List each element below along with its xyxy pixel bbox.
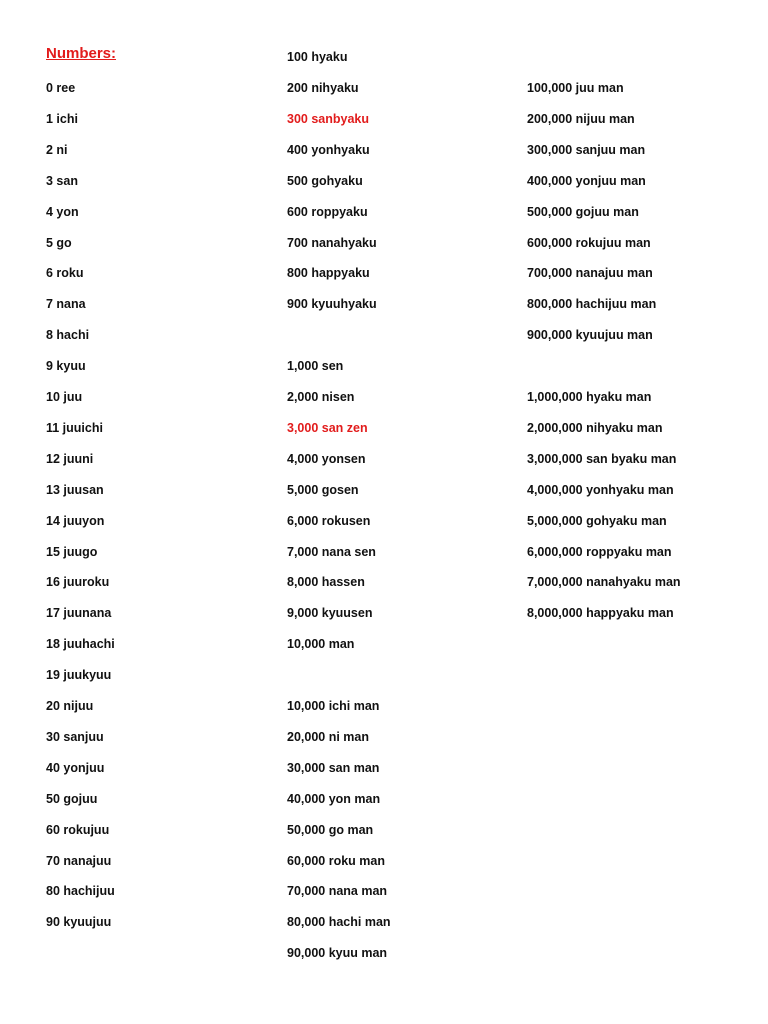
number-entry: 40 yonjuu [46, 760, 105, 775]
number-entry: 4,000 yonsen [287, 451, 366, 466]
number-entry: 7 nana [46, 297, 86, 312]
number-entry: 19 juukyuu [46, 668, 112, 683]
number-entry: 900 kyuuhyaku [287, 297, 377, 312]
number-entry: 90 kyuujuu [46, 915, 112, 930]
number-entry: 400,000 yonjuu man [527, 173, 646, 188]
number-entry: 300 sanbyaku [287, 111, 369, 126]
number-entry: 5,000 gosen [287, 482, 359, 497]
number-entry: 100,000 juu man [527, 81, 624, 95]
number-entry: 50 gojuu [46, 791, 98, 806]
number-entry: 900,000 kyuujuu man [527, 328, 653, 343]
number-entry: 17 juunana [46, 606, 112, 621]
number-entry: 500,000 gojuu man [527, 204, 639, 219]
number-entry: 6,000 rokusen [287, 513, 371, 528]
number-entry: 4,000,000 yonhyaku man [527, 482, 674, 497]
number-entry: 2 ni [46, 142, 68, 157]
number-entry: 8 hachi [46, 328, 90, 343]
number-entry: 9 kyuu [46, 359, 86, 374]
number-entry: 9,000 kyuusen [287, 606, 373, 621]
number-entry: 10 juu [46, 390, 83, 404]
number-entry: 700 nanahyaku [287, 235, 377, 250]
number-entry: 50,000 go man [287, 822, 374, 837]
number-entry: 11 juuichi [46, 420, 103, 435]
number-entry: 16 juuroku [46, 575, 110, 590]
number-entry: 400 yonhyaku [287, 142, 370, 157]
number-entry: 100 hyaku [287, 50, 348, 65]
number-entry: 3,000 san zen [287, 420, 368, 435]
number-entry: 40,000 yon man [287, 791, 381, 806]
number-entry: 1,000,000 hyaku man [527, 390, 652, 404]
page-title: Numbers: [46, 45, 117, 62]
number-entry: 2,000 nisen [287, 390, 355, 404]
number-entry: 70 nanajuu [46, 853, 112, 868]
number-entry: 3,000,000 san byaku man [527, 451, 677, 466]
number-entry: 6,000,000 roppyaku man [527, 544, 672, 559]
number-entry: 60 rokujuu [46, 822, 110, 837]
number-entry: 20,000 ni man [287, 729, 369, 744]
number-entry: 8,000 hassen [287, 575, 365, 590]
number-entry: 10,000 man [287, 637, 355, 652]
number-entry: 2,000,000 nihyaku man [527, 420, 663, 435]
number-entry: 80 hachijuu [46, 884, 115, 899]
number-entry: 14 juuyon [46, 513, 105, 528]
number-entry: 10,000 ichi man [287, 699, 380, 713]
number-entry: 1,000 sen [287, 359, 344, 374]
number-entry: 15 juugo [46, 544, 98, 559]
number-entry: 7,000 nana sen [287, 544, 376, 559]
number-entry: 60,000 roku man [287, 853, 385, 868]
number-entry: 20 nijuu [46, 699, 94, 713]
number-entry: 7,000,000 nanahyaku man [527, 575, 681, 590]
number-entry: 200 nihyaku [287, 81, 359, 95]
number-entry: 8,000,000 happyaku man [527, 606, 674, 621]
number-entry: 800,000 hachijuu man [527, 297, 657, 312]
number-entry: 18 juuhachi [46, 637, 115, 652]
number-entry: 5,000,000 gohyaku man [527, 513, 667, 528]
number-entry: 300,000 sanjuu man [527, 142, 646, 157]
number-entry: 6 roku [46, 266, 84, 281]
number-entry: 70,000 nana man [287, 884, 388, 899]
number-entry: 800 happyaku [287, 266, 370, 281]
number-entry: 600 roppyaku [287, 204, 368, 219]
number-entry: 5 go [46, 235, 72, 250]
number-entry: 3 san [46, 173, 78, 188]
number-entry: 0 ree [46, 81, 76, 95]
number-entry: 1 ichi [46, 111, 78, 126]
number-entry: 13 juusan [46, 482, 104, 497]
number-entry: 600,000 rokujuu man [527, 235, 651, 250]
number-entry: 30,000 san man [287, 760, 380, 775]
number-entry: 12 juuni [46, 451, 94, 466]
number-entry: 200,000 nijuu man [527, 111, 635, 126]
number-entry: 80,000 hachi man [287, 915, 391, 930]
number-entry: 30 sanjuu [46, 729, 104, 744]
number-entry: 500 gohyaku [287, 173, 363, 188]
number-entry: 90,000 kyuu man [287, 946, 388, 961]
number-entry: 700,000 nanajuu man [527, 266, 653, 281]
number-entry: 4 yon [46, 204, 79, 219]
